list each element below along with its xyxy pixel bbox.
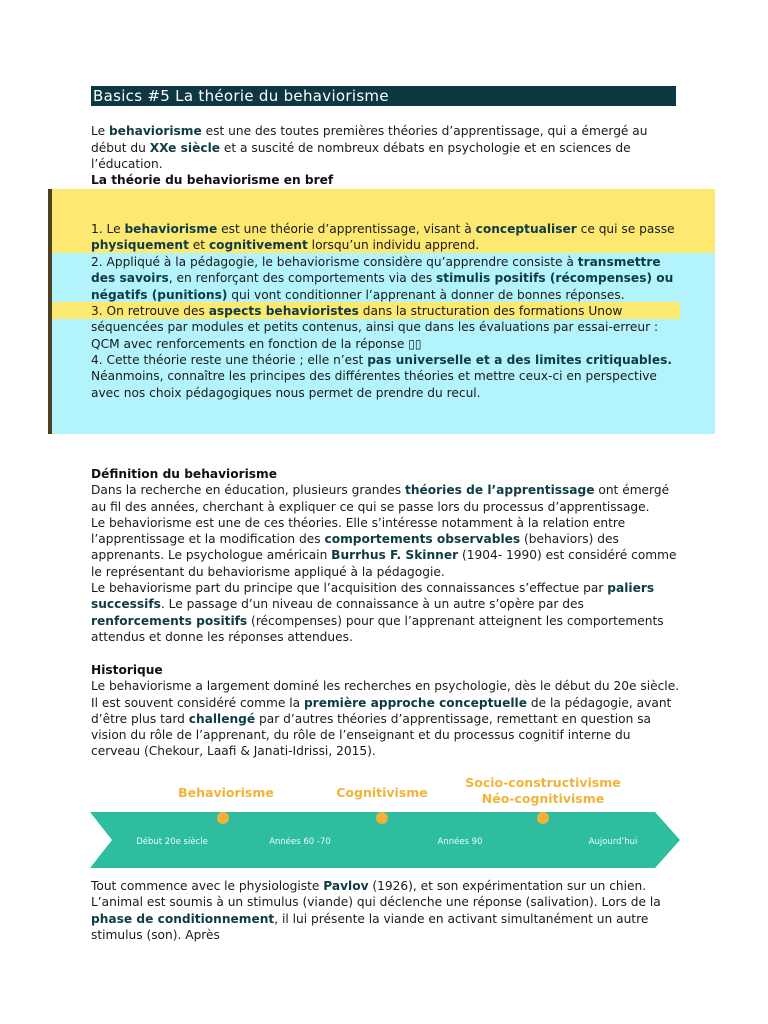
page-title-text: Basics #5 La théorie du behaviorisme xyxy=(93,87,389,105)
timeline-date: Début 20e siècle xyxy=(136,837,208,847)
brief-point-3 xyxy=(91,303,681,352)
keyword: première approche conceptuelle xyxy=(303,695,527,710)
keyword: Burrhus F. Skinner xyxy=(331,548,459,563)
keyword: pas universelle et a des limites critiquables. xyxy=(367,353,672,367)
brief-point-1 xyxy=(91,221,681,254)
page-title xyxy=(91,86,676,106)
text-run: Le xyxy=(91,124,109,138)
timeline-label: Socio-constructivisme xyxy=(465,775,621,790)
keyword: cognitivement xyxy=(208,238,308,253)
intro-paragraph xyxy=(91,123,681,173)
text-run: est une des toutes premières théories d’apprentissage, qui a émergé au début du xyxy=(91,124,648,155)
keyword: conceptualiser xyxy=(475,222,577,236)
text-run: et xyxy=(188,238,209,253)
timeline-label: Néo-cognitivisme xyxy=(481,791,605,806)
timeline-dot xyxy=(537,812,549,824)
text-run: ce qui se passe xyxy=(576,222,675,236)
text-run: par d’autres théories d’apprentissage, remettant en question sa vision du rôle de l’apprenant, du rôle de l’enseignant et du processus cognitif interne du cerveau (Chekour, Laafi & Janati-Idrissi, 2015). xyxy=(91,711,652,759)
keyword: renforcements positifs xyxy=(91,613,248,628)
timeline-figure xyxy=(90,770,682,870)
keyword: aspects behavioristes xyxy=(208,304,359,318)
history-section xyxy=(91,662,681,760)
text-run: est une théorie d’apprentissage, visant à xyxy=(217,222,476,236)
history-paragraph xyxy=(91,678,681,759)
keyword: behaviorisme xyxy=(108,124,202,138)
text-run: qui vont conditionner l’apprenant à donner de bonnes réponses. xyxy=(227,287,625,302)
keyword: behaviorisme xyxy=(124,222,218,236)
brief-heading: La théorie du behaviorisme en bref xyxy=(91,173,334,187)
definition-section xyxy=(91,466,681,645)
text-run: 3. On retrouve des xyxy=(91,304,209,318)
text-run: Tout commence avec le physiologiste xyxy=(91,879,324,893)
timeline-label: Behaviorisme xyxy=(178,785,274,800)
text-run: (1904- 1990) est considéré comme le représentant du behaviorisme appliqué à la pédagogie. xyxy=(91,548,677,579)
definition-paragraph-1 xyxy=(91,482,681,515)
timeline-dot xyxy=(217,812,229,824)
keyword: phase de conditionnement xyxy=(91,911,275,926)
definition-paragraph-3 xyxy=(91,580,681,645)
brief-point-4 xyxy=(91,352,681,401)
text-run: 1. Le xyxy=(91,222,125,236)
keyword: stimulis positifs (récompenses) ou négatifs (punitions) xyxy=(91,271,674,302)
text-run: de la pédagogie, avant d’être plus tard xyxy=(91,695,672,726)
text-run: Dans la recherche en éducation, plusieurs grandes xyxy=(91,483,405,498)
keyword: transmettre des savoirs xyxy=(91,255,661,286)
timeline-date: Aujourd’hui xyxy=(588,837,638,847)
text-run: Le behaviorisme part du principe que l’acquisition des connaissances s’effectue par xyxy=(91,581,608,596)
text-run: Le behaviorisme est une de ces théories. Elle s’intéresse notamment à la relation entre l’apprentissage et la modification des xyxy=(91,515,626,547)
text-run: 2. Appliqué à la pédagogie, le behaviorisme considère qu’apprendre consiste à xyxy=(91,255,578,269)
text-run: et a suscité de nombreux débats en psychologie et en sciences de l’éducation. xyxy=(91,140,631,171)
text-run: (1926), et son expérimentation sur un chien. L’animal est soumis à un stimulus (viande) qui déclenche une réponse (salivation). Lors de la xyxy=(91,879,661,910)
definition-heading: Définition du behaviorisme xyxy=(91,467,278,481)
text-run: Néanmoins, connaître les principes des différentes théories et mettre ceux-ci en perspective avec nos choix pédagogiques nous permet de prendre du recul. xyxy=(91,369,657,400)
text-run: 4. Cette théorie reste une théorie ; elle n’est xyxy=(91,353,368,367)
keyword: théories de l’apprentissage xyxy=(405,483,595,498)
keyword: paliers successifs xyxy=(91,581,655,612)
timeline-label: Cognitivisme xyxy=(336,785,428,800)
keyword: challengé xyxy=(188,711,256,726)
pavlov-paragraph xyxy=(91,878,681,943)
text-run: ont émergé au fil des années, cherchant à expliquer ce qui se passe lors du processus d’apprentissage. xyxy=(91,483,670,514)
text-run: Le behaviorisme a largement dominé les recherches en psychologie, dès le début du 20e siècle. Il est souvent considéré comme la xyxy=(91,679,680,710)
keyword: physiquement xyxy=(91,238,189,253)
text-run: , il lui présente la viande en activant simultanément un autre stimulus (son). Après xyxy=(91,911,649,942)
timeline-dot xyxy=(376,812,388,824)
timeline-date: Années 90 xyxy=(437,837,483,847)
history-heading: Historique xyxy=(91,663,163,677)
text-run: dans la structuration des formations Unow séquencées par modules et petits contenus, ainsi que dans les évaluations par essai-erreur : QCM avec renforcements en fonction de la réponse ▯▯ xyxy=(91,304,659,351)
keyword: Pavlov xyxy=(323,879,369,893)
brief-point-2 xyxy=(91,254,681,303)
text-run: lorsqu’un individu apprend. xyxy=(307,238,480,253)
text-run: (récompenses) pour que l’apprenant atteignent les comportements attendus et donne les réponses attendues. xyxy=(91,613,664,644)
text-run: (behaviors) des apprenants. Le psychologue américain xyxy=(91,532,619,563)
keyword: comportements observables xyxy=(324,532,521,547)
text-run: . Le passage d’un niveau de connaissance à un autre s’opère par des xyxy=(160,597,584,612)
text-run: , en renforçant des comportements via des xyxy=(168,271,437,286)
keyword: XXe siècle xyxy=(149,140,221,155)
definition-paragraph-2 xyxy=(91,515,681,580)
timeline-date: Années 60 -70 xyxy=(269,837,331,847)
